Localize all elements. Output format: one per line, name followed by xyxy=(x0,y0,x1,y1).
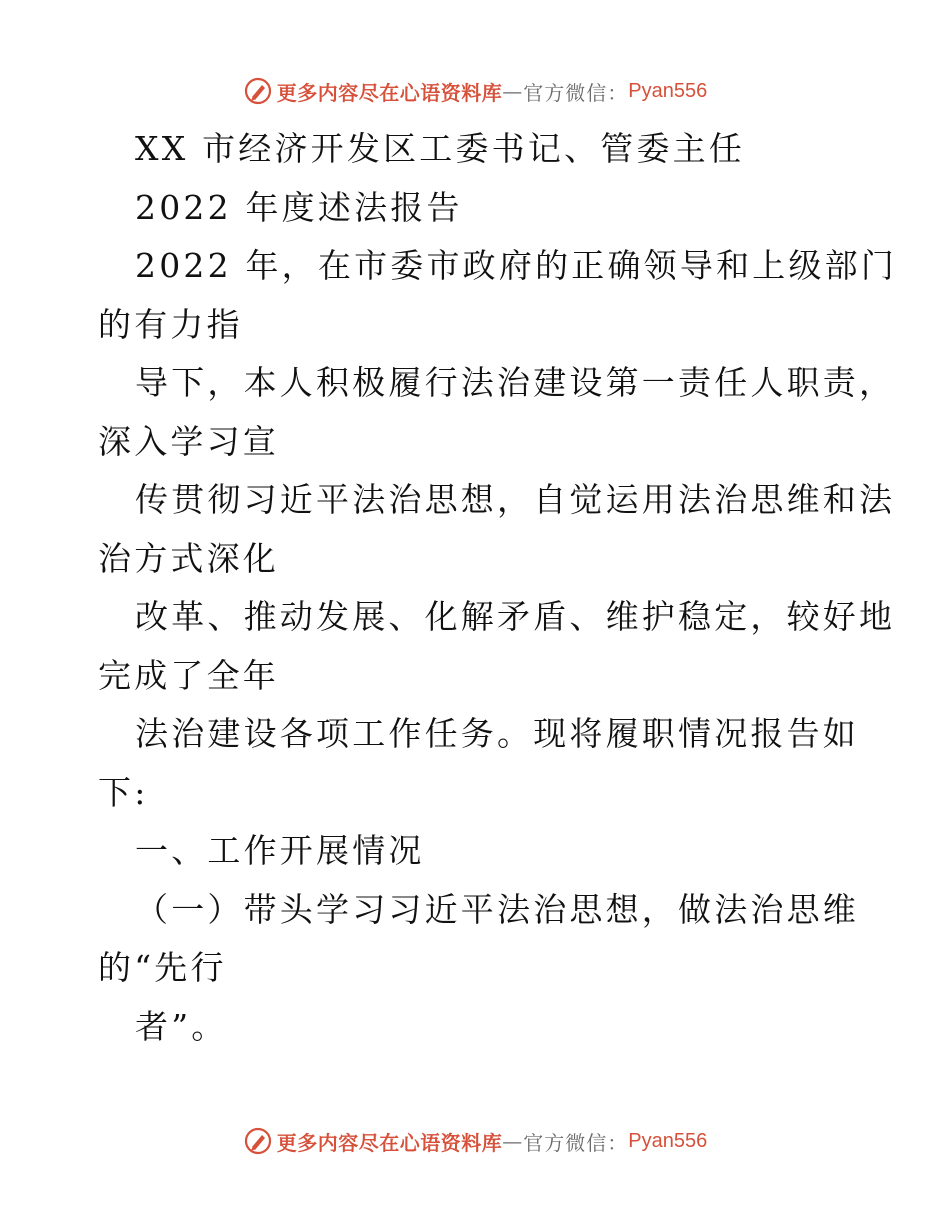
paragraph-line: 治方式深化 xyxy=(98,538,279,578)
document-title-line-2: 2022 年度述法报告 xyxy=(135,187,463,227)
pen-logo-icon xyxy=(243,1126,273,1156)
subsection-heading-continued: 的“先行 xyxy=(98,948,227,987)
watermark-separator: — xyxy=(502,1129,524,1153)
watermark-banner-bottom xyxy=(0,1121,950,1161)
paragraph-line: 的有力指 xyxy=(98,304,243,344)
paragraph-line: 导下，本人积极履行法治建设第一责任人职责， xyxy=(135,363,896,402)
paragraph-line: 改革、推动发展、化解矛盾、维护稳定，较好地 xyxy=(135,597,896,636)
watermark-wechat-label: 官方微信： xyxy=(523,80,629,105)
section-heading: 一、工作开展情况 xyxy=(135,831,425,870)
paragraph-line: 2022 年，在市委市政府的正确领导和上级部门 xyxy=(135,246,898,285)
subsection-heading: （一）带头学习习近平法治思想，做法治思维 xyxy=(135,889,859,929)
document-body xyxy=(98,120,898,1056)
watermark-separator: — xyxy=(502,79,524,103)
watermark-wechat-id: Pyan556 xyxy=(628,79,708,102)
paragraph-line: 法治建设各项工作任务。现将履职情况报告如 xyxy=(135,714,859,753)
watermark-site-text: 更多内容尽在心语资料库 xyxy=(276,80,503,105)
watermark-site-text: 更多内容尽在心语资料库 xyxy=(276,1130,503,1155)
paragraph-line: 下: xyxy=(98,772,149,812)
pen-logo-icon xyxy=(243,76,273,106)
subsection-heading-continued: 者”。 xyxy=(135,1006,228,1046)
document-title-line-1: XX 市经济开发区工委书记、管委主任 xyxy=(135,129,746,168)
watermark-banner-top xyxy=(0,71,950,111)
paragraph-line: 传贯彻习近平法治思想，自觉运用法治思维和法 xyxy=(135,480,896,519)
watermark-wechat-id: Pyan556 xyxy=(628,1129,708,1152)
paragraph-line: 完成了全年 xyxy=(98,655,279,695)
watermark-wechat-label: 官方微信： xyxy=(523,1130,629,1155)
paragraph-line: 深入学习宣 xyxy=(98,421,279,461)
